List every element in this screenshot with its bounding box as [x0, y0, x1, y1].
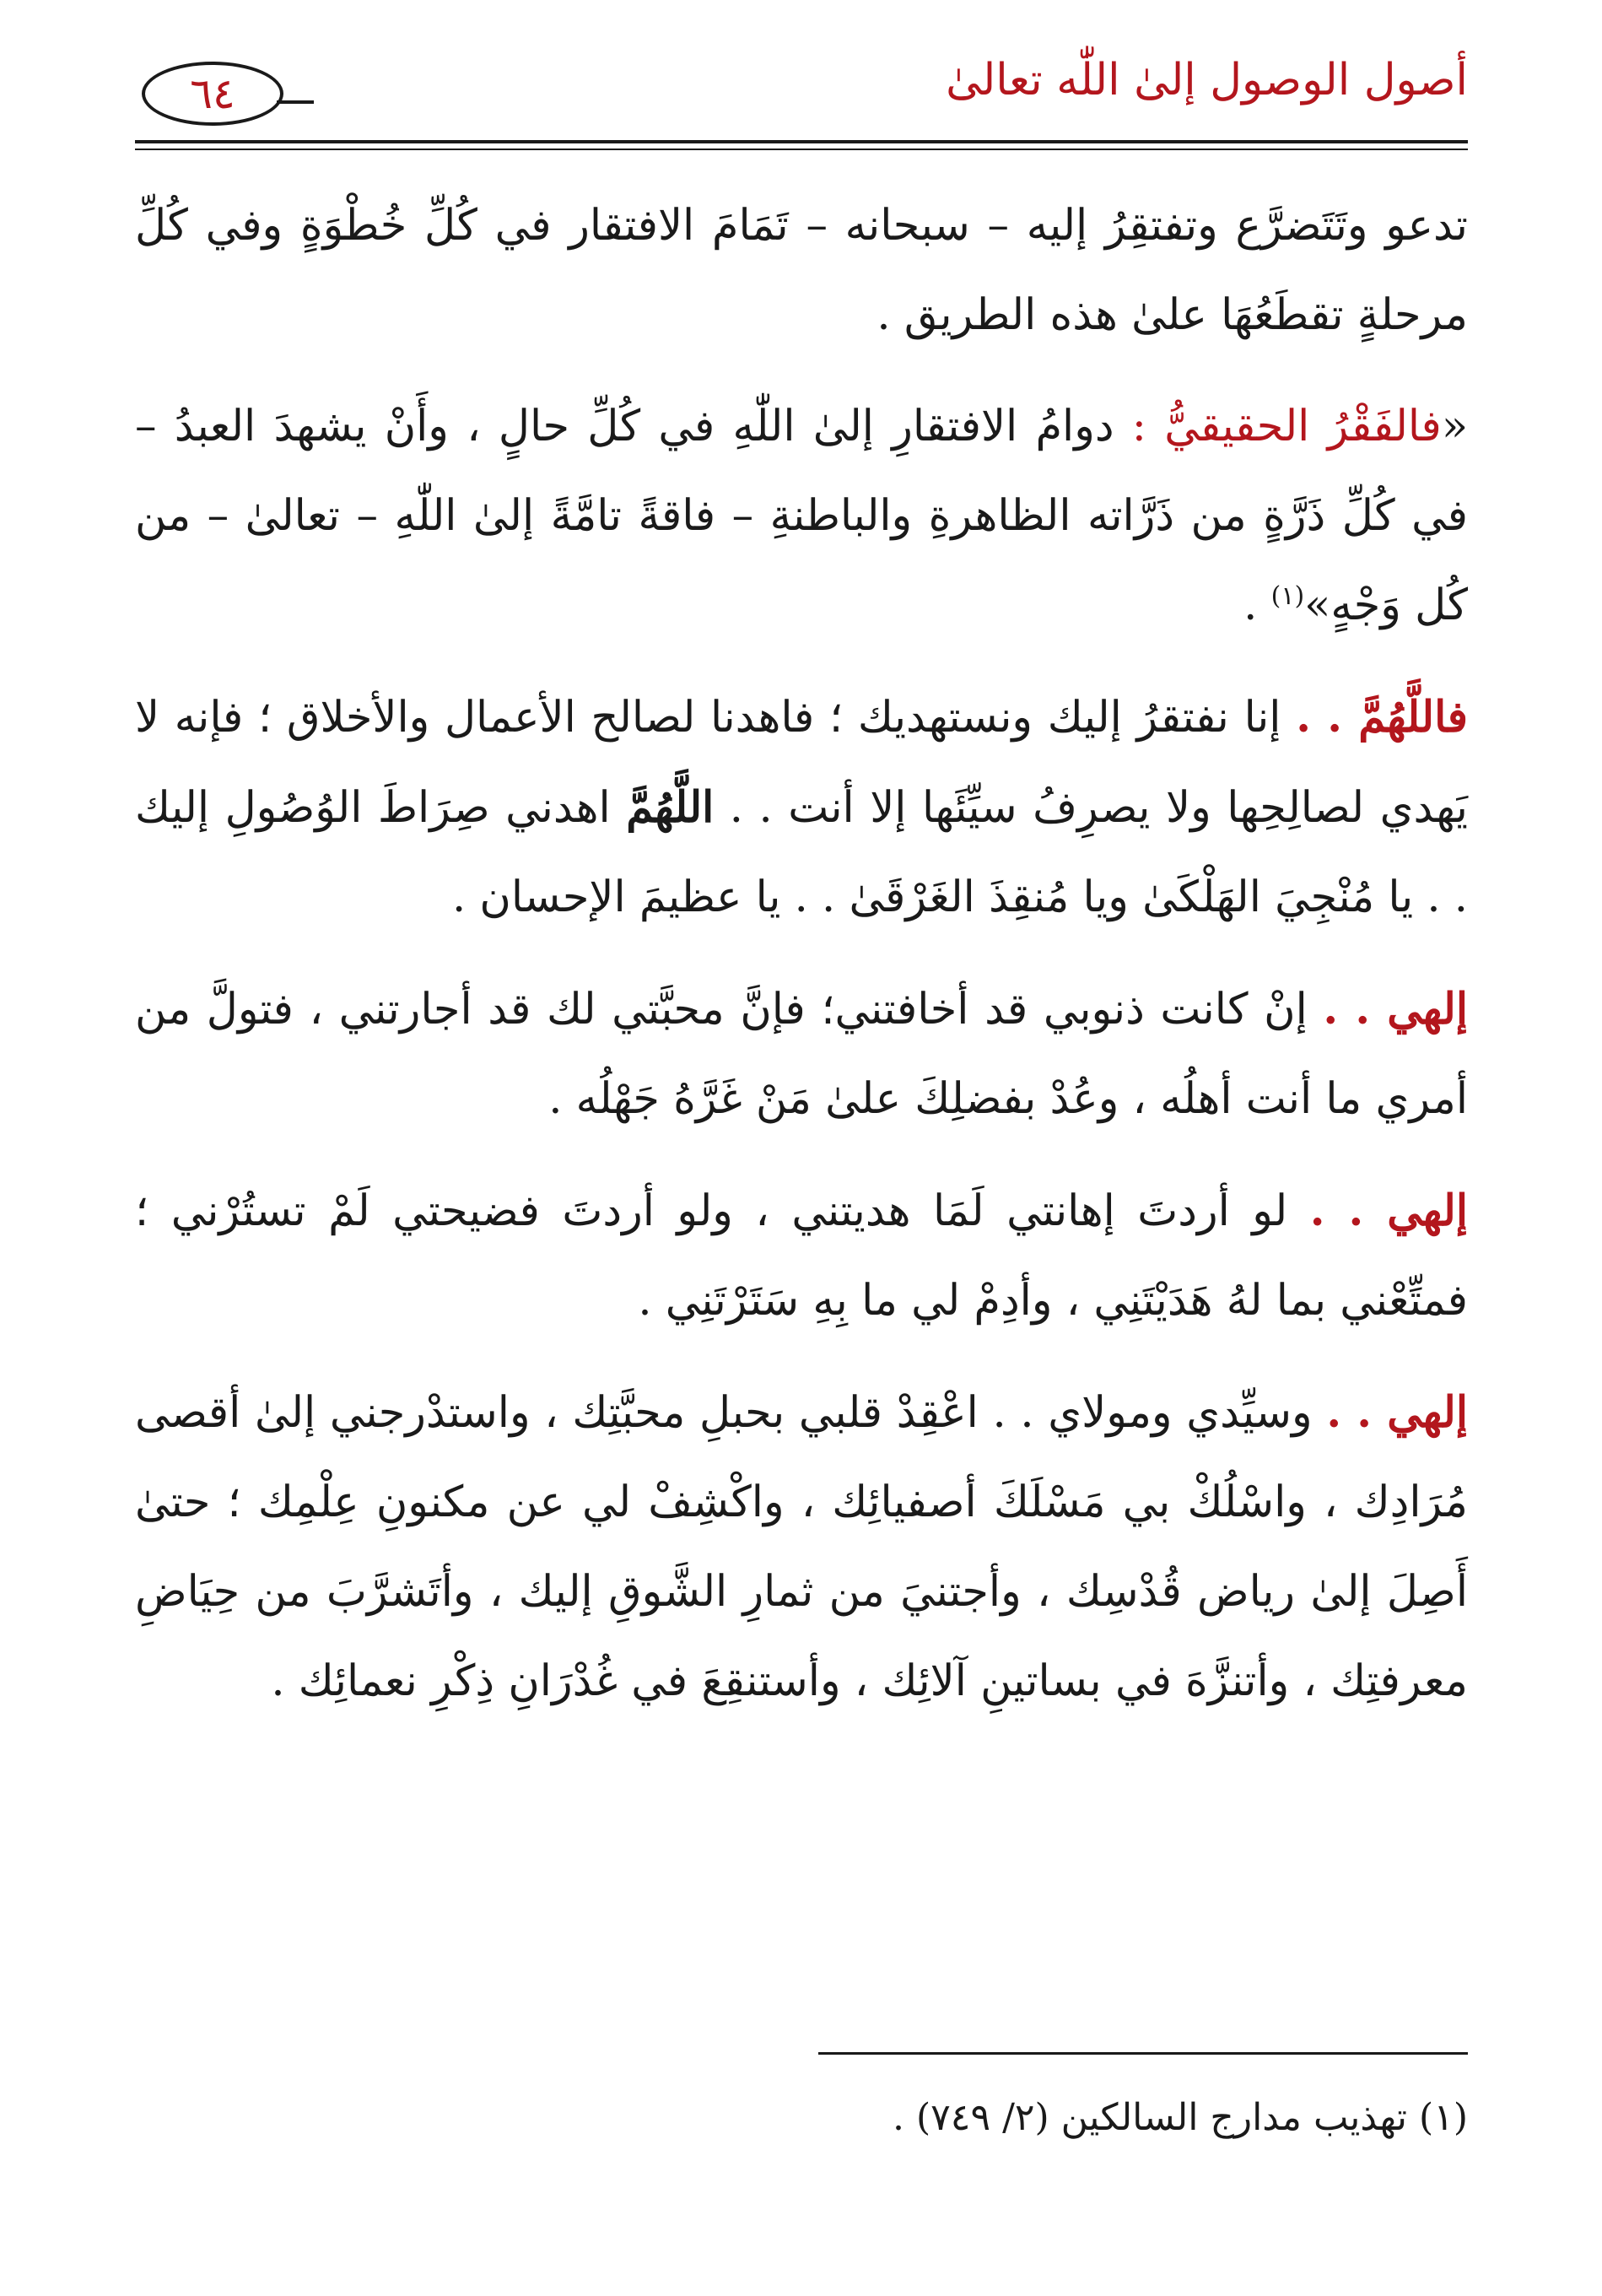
page-header: [135, 46, 1468, 139]
paragraph-2: [135, 382, 1468, 651]
paragraph-5-lead: إلهي . .: [1309, 1186, 1469, 1236]
paragraph-6-lead: إلهي . .: [1326, 1387, 1469, 1438]
paragraph-2-text: دوامُ الافتقارِ إلىٰ اللّٰهِ في كُلِّ حالٍ ، وأَنْ يشهدَ العبدُ – في كُلِّ ذَرَّةٍ من ذَرَّاته الظاهرةِ والباطنةِ – فاقةً تامَّةً إلىٰ اللّٰهِ – تعالىٰ – من كُل وَجْهٍ»: [135, 402, 1468, 630]
page-number-badge: [135, 62, 312, 132]
paragraph-1: [135, 181, 1468, 360]
paragraph-5: [135, 1166, 1468, 1346]
page-number: ٦٤: [190, 69, 235, 118]
paragraph-4: [135, 964, 1468, 1144]
footnote-1: (١) تهذيب مدارج السالكين (٢/ ٧٤٩) .: [893, 2096, 1468, 2139]
paragraph-3-text-b: اهدني صِرَاطَ الوُصُولِ إليك . . يا مُنْجِيَ الهَلْكَىٰ ويا مُنقِذَ الغَرْقَىٰ . . يا عظيمَ الإحسان .: [135, 783, 1468, 922]
paragraph-3-lead: فاللَّهُمَّ . .: [1296, 692, 1468, 743]
paragraph-6-text: وسيِّدي ومولاي . . اعْقِدْ قلبي بحبلِ محبَّتِك ، واستدْرجني إلىٰ أقصى مُرَادِك ، واسْلُكْ بي مَسْلَكَ أصفيائِك ، واكْشِفْ لي عن مكنونِ عِلْمِك ؛ حتىٰ أَصِلَ إلىٰ رياض قُدْسِك ، وأجتنيَ من ثمارِ الشَّوقِ إليك ، وأتَشرَّبَ من حِيَاضِ معرفتِك ، وأتنزَّهَ في بساتينِ آلائِك ، وأستنقِعَ في غُدْرَانِ ذِكْرِ نعمائِك .: [135, 1388, 1468, 1706]
paragraph-3: [135, 673, 1468, 943]
paragraph-4-lead: إلهي . .: [1323, 984, 1468, 1035]
running-title: أصول الوصول إلىٰ اللّٰه تعالىٰ: [946, 55, 1468, 105]
paragraph-3-text-a: إنا نفتقرُ إليك ونستهديك ؛ فاهدنا لصالح الأعمال والأخلاق ؛ فإنه لا يَهدي لصالِحِها ولا يصرِفُ سيِّئَها إلا أنت . .: [135, 693, 1468, 833]
paragraph-2-end: .: [1243, 581, 1271, 630]
header-rule-thin: [135, 149, 1468, 150]
footnote-ref-1: (١): [1270, 581, 1305, 611]
paragraph-1-text: تدعو وتَتَضرَّع وتفتقِرُ إليه – سبحانه – تَمَامَ الافتقار في كُلِّ خُطْوَةٍ وفي كُلِّ مرحلةٍ تقطَعُهَا علىٰ هذه الطريق .: [135, 201, 1468, 340]
paragraph-6: [135, 1368, 1468, 1726]
footnote-separator: [818, 2052, 1468, 2055]
header-rule-thick: [135, 140, 1468, 143]
open-quote: «: [1441, 402, 1469, 451]
body-text: [135, 181, 1468, 1748]
term-true-poverty: فالفَقْرُ الحقيقيُّ :: [1131, 402, 1442, 451]
paragraph-5-text: لو أردتَ إهانتي لَمَا هديتني ، ولو أردتَ فضيحتي لَمْ تستُرْني ؛ فمتِّعْني بما لهُ هَدَيْتَنِي ، وأدِمْ لي ما بِهِ سَتَرْتَنِي .: [135, 1186, 1468, 1326]
paragraph-4-text: إنْ كانت ذنوبي قد أخافتني؛ فإنَّ محبَّتي لك قد أجارتني ، فتولَّ من أمري ما أنت أهلُه ، وعُدْ بفضلِكَ علىٰ مَنْ غَرَّهُ جَهْلُه .: [135, 985, 1468, 1124]
paragraph-3-bold: اللَّهُمَّ: [626, 782, 715, 833]
